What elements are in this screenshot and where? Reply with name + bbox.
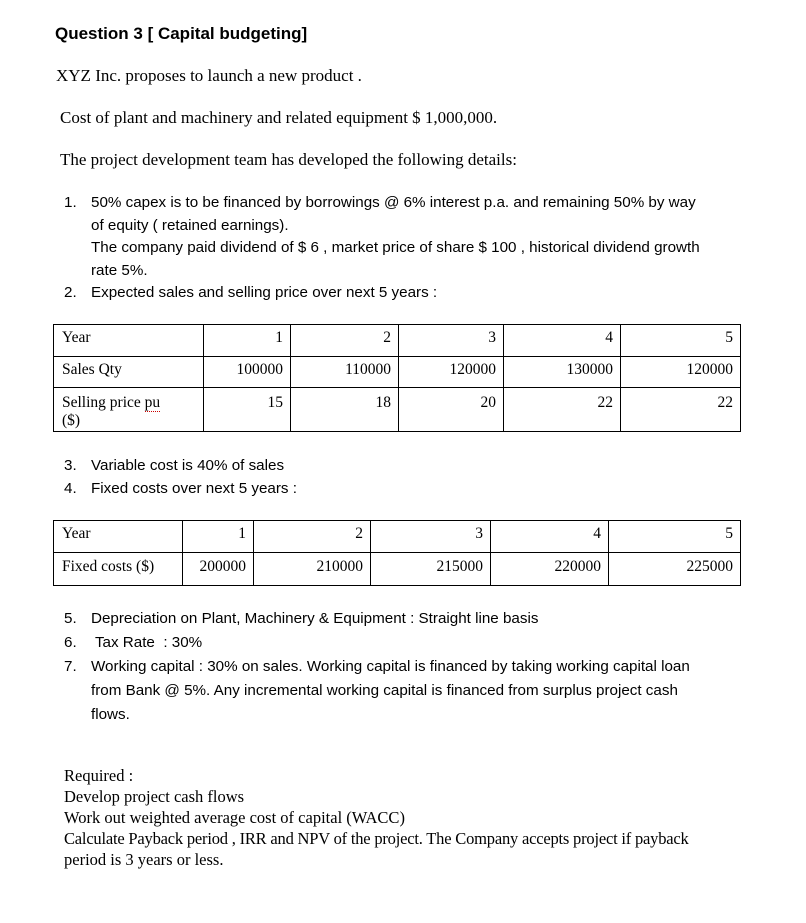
table-row [54, 521, 741, 553]
team-text: The project development team has developed the following details: [60, 150, 517, 169]
table-cell: 200000 [183, 553, 254, 586]
required-heading: Required : [64, 766, 134, 785]
table-cell [54, 388, 204, 432]
table-cell: Year [54, 521, 183, 553]
list-text-line: The company paid dividend of $ 6 , market price of share $ 100 , historical dividend growth [91, 239, 700, 256]
table-cell: 22 [621, 388, 741, 432]
table-cell: 220000 [491, 553, 609, 586]
intro-text: XYZ Inc. proposes to launch a new product . [56, 66, 362, 85]
table-row [54, 325, 741, 357]
table-cell: 20 [399, 388, 504, 432]
list-number: 7. [64, 658, 77, 675]
table-cell: 2 [291, 325, 399, 357]
table-cell: Year [54, 325, 204, 357]
list-text-line: Expected sales and selling price over next 5 years : [91, 284, 438, 301]
table-cell: 4 [504, 325, 621, 357]
table-cell: Sales Qty [54, 357, 204, 388]
question-title: Question 3 [ Capital budgeting] [55, 24, 308, 43]
list-number: 4. [64, 480, 77, 497]
cell-text: pu [144, 394, 161, 411]
list-number: 2. [64, 284, 77, 301]
sales-table [53, 324, 741, 432]
table-row [54, 357, 741, 388]
table-cell: 120000 [399, 357, 504, 388]
table-cell: 1 [204, 325, 291, 357]
cost-text: Cost of plant and machinery and related equipment $ 1,000,000. [60, 108, 498, 127]
table-cell: 210000 [254, 553, 371, 586]
table-cell: 3 [399, 325, 504, 357]
required-line: Calculate Payback period , IRR and NPV of the project. The Company accepts project if payback [64, 829, 689, 848]
cell-text: Selling price [62, 394, 145, 411]
table-cell: 100000 [204, 357, 291, 388]
list-text-line: rate 5%. [91, 261, 148, 279]
table-cell: 110000 [291, 357, 399, 388]
list-text-line: Depreciation on Plant, Machinery & Equipment : Straight line basis [91, 610, 539, 627]
list-text-line: from Bank @ 5%. Any incremental working capital is financed from surplus project cash [91, 682, 678, 699]
table-cell: 5 [621, 325, 741, 357]
cell-text: ($) [62, 412, 81, 429]
table-cell: 3 [371, 521, 491, 553]
table-row [54, 553, 741, 586]
list-text-line: Working capital : 30% on sales. Working capital is financed by taking working capital loan [91, 658, 690, 675]
list-text-line: flows. [91, 706, 130, 723]
list-number: 1. [64, 194, 77, 211]
list-number: 6. [64, 634, 77, 651]
table-cell: 15 [204, 388, 291, 432]
table-cell: 5 [609, 521, 741, 553]
list-number: 3. [64, 457, 77, 474]
table-cell: 4 [491, 521, 609, 553]
list-text-line: Tax Rate : 30% [91, 634, 203, 651]
fixed-costs-table [53, 520, 741, 586]
table-cell: 22 [504, 388, 621, 432]
required-line: Develop project cash flows [64, 787, 245, 806]
table-row [54, 388, 741, 432]
list-number: 5. [64, 610, 77, 627]
list-text-line: 50% capex is to be financed by borrowings @ 6% interest p.a. and remaining 50% by way [91, 194, 696, 211]
table-cell: 215000 [371, 553, 491, 586]
list-text-line: Variable cost is 40% of sales [91, 457, 285, 474]
table-cell: 120000 [621, 357, 741, 388]
table-cell: 1 [183, 521, 254, 553]
list-text-line: Fixed costs over next 5 years : [91, 480, 297, 497]
required-section [64, 765, 774, 870]
table-cell: 130000 [504, 357, 621, 388]
list-text-line: of equity ( retained earnings). [91, 216, 289, 234]
table-cell: 225000 [609, 553, 741, 586]
required-line: Work out weighted average cost of capital (WACC) [64, 808, 405, 827]
table-cell: Fixed costs ($) [54, 553, 183, 586]
required-line: period is 3 years or less. [64, 850, 224, 869]
table-cell: 2 [254, 521, 371, 553]
table-cell: 18 [291, 388, 399, 432]
